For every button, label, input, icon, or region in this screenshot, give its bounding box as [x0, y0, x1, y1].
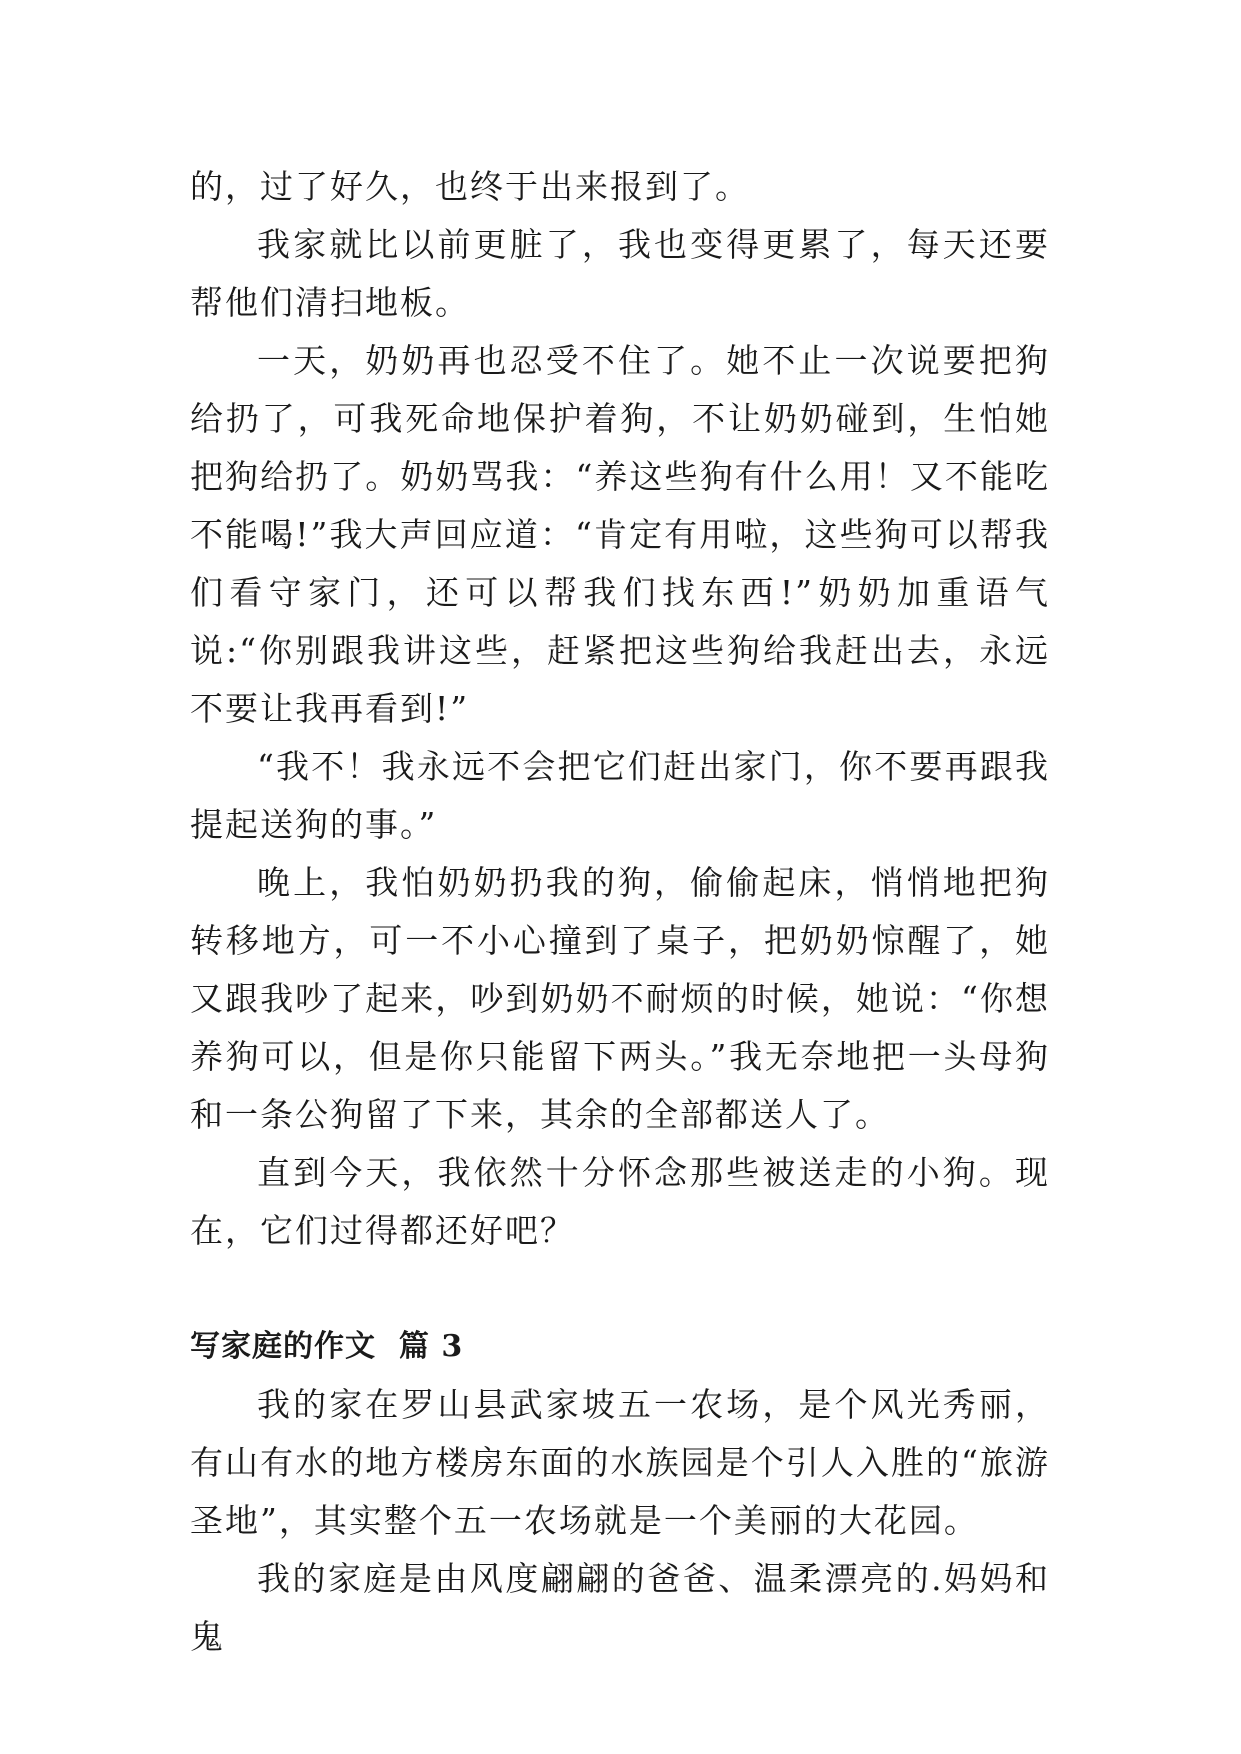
paragraph: 晚上，我怕奶奶扔我的狗，偷偷起床，悄悄地把狗转移地方，可一不小心撞到了桌子，把奶奶惊醒了，她又跟我吵了起来，吵到奶奶不耐烦的时候，她说：“你想养狗可以，但是你只能留下两头。”我无奈地把一头母狗和一条公狗留了下来，其余的全部都送人了。: [190, 863, 1050, 1134]
paragraph: 直到今天，我依然十分怀念那些被送走的小狗。现在，它们过得都还好吧？: [190, 1153, 1050, 1250]
paragraph: 我的家在罗山县武家坡五一农场，是个风光秀丽，有山有水的地方楼房东面的水族园是个引人入胜的“旅游圣地”，其实整个五一农场就是一个美丽的大花园。: [190, 1385, 1050, 1540]
document-body: [190, 158, 1050, 1666]
paragraph: 一天，奶奶再也忍受不住了。她不止一次说要把狗给扔了，可我死命地保护着狗，不让奶奶碰到，生怕她把狗给扔了。奶奶骂我：“养这些狗有什么用！又不能吃不能喝!”我大声回应道：“肯定有用啦，这些狗可以帮我们看守家门，还可以帮我们找东西!”奶奶加重语气说:“你别跟我讲这些，赶紧把这些狗给我赶出去，永远不要让我再看到!”: [190, 341, 1050, 728]
section-heading: 写家庭的作文 篇 3: [190, 1329, 464, 1364]
paragraph: 我家就比以前更脏了，我也变得更累了，每天还要帮他们清扫地板。: [190, 225, 1050, 322]
section-gap: [190, 1260, 1050, 1318]
paragraph: 的，过了好久，也终于出来报到了。: [190, 167, 750, 206]
paragraph: “我不！我永远不会把它们赶出家门，你不要再跟我提起送狗的事。”: [190, 747, 1050, 844]
paragraph: 我的家庭是由风度翩翩的爸爸、温柔漂亮的.妈妈和鬼: [190, 1559, 1050, 1656]
